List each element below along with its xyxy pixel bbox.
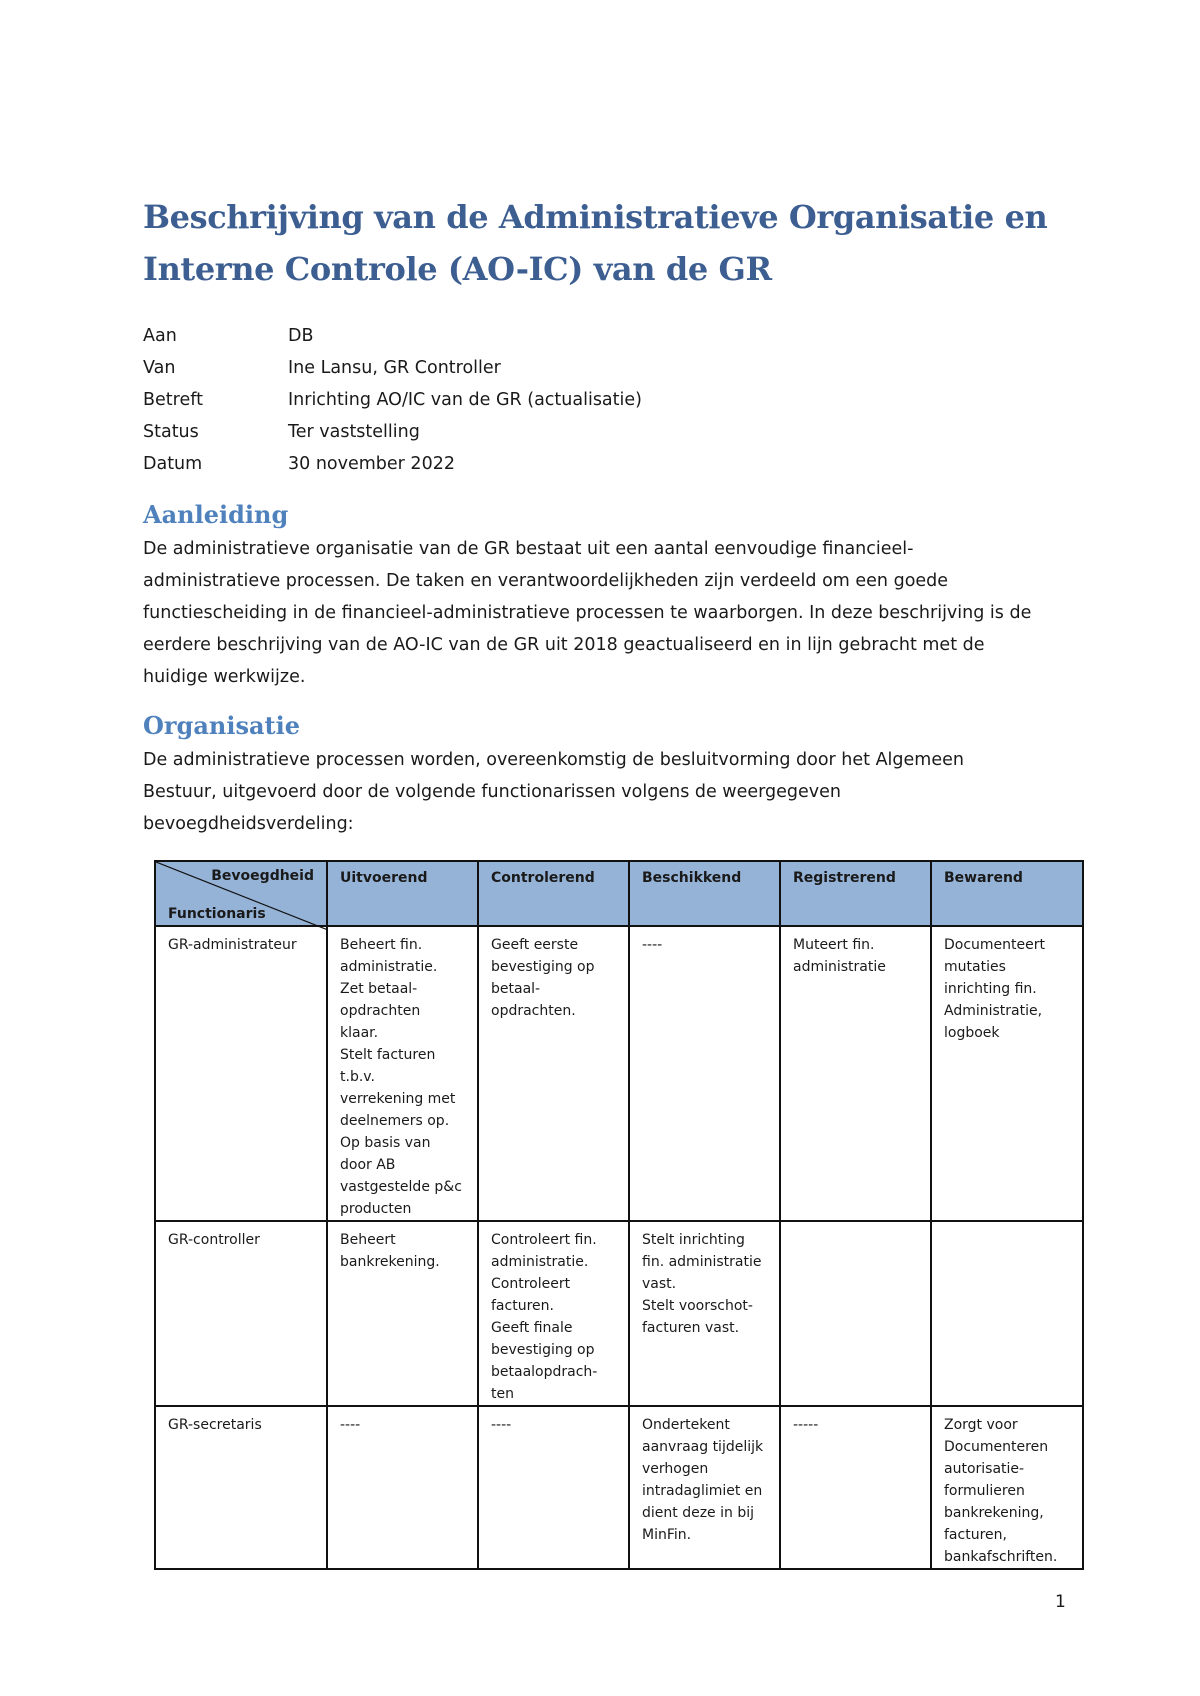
column-header: Uitvoerend [327,861,478,926]
functionaris-cell: GR-secretaris [155,1406,327,1569]
cell-line: klaar. [340,1025,379,1041]
table-cell [478,926,629,1221]
cell-line: deelnemers op. [340,1113,450,1129]
cell-line: Stelt inrichting [642,1232,745,1248]
text-line: Bestuur, uitgevoerd door de volgende functionarissen volgens de weergegeven [143,782,842,802]
page-number: 1 [1055,1592,1066,1612]
cell-line: ten [491,1386,514,1402]
functionaris-cell: GR-administrateur [155,926,327,1221]
meta-label: Van [143,358,176,378]
cell-line: ---- [340,1417,361,1433]
text-line: functiescheiding in de financieel-administratieve processen te waarborgen. In deze beschrijving is de [143,603,1032,623]
cell-line: Controleert fin. [491,1232,597,1248]
table-header-row [155,861,1083,926]
table-cell [629,926,780,1221]
text-line: bevoegdheidsverdeling: [143,814,354,834]
table-cell [780,926,931,1221]
section-heading-aanleiding: Aanleiding [143,500,289,529]
cell-line: Beheert [340,1232,396,1248]
paragraph-organisatie [143,744,1103,840]
text-line: administratieve processen. De taken en verantwoordelijkheden zijn verdeeld om een goede [143,571,949,591]
cell-line: autorisatie- [944,1461,1025,1477]
title-line: Interne Controle (AO-IC) van de GR [143,250,772,288]
cell-line: verrekening met [340,1091,456,1107]
cell-line: Beheert fin. [340,937,423,953]
table-row [155,1221,1083,1406]
cell-line: Geeft eerste [491,937,579,953]
section-heading-organisatie: Organisatie [143,711,300,740]
table-cell [327,1406,478,1569]
meta-value: 30 november 2022 [288,454,455,474]
cell-line: opdrachten [340,1003,421,1019]
table-cell [629,1221,780,1406]
cell-line: Muteert fin. [793,937,875,953]
cell-line: producten [340,1201,412,1217]
cell-line: Op basis van [340,1135,431,1151]
cell-line: verhogen [642,1461,709,1477]
cell-line: facturen. [491,1298,554,1314]
cell-line: t.b.v. [340,1069,375,1085]
corner-label-bevoegdheid: Bevoegdheid [211,868,314,884]
cell-line: administratie. [491,1254,589,1270]
table-cell [327,926,478,1221]
cell-line: betaal- [491,981,541,997]
text-line: De administratieve processen worden, overeenkomstig de besluitvorming door het Algemeen [143,750,964,770]
cell-line: facturen, [944,1527,1007,1543]
column-header: Registrerend [780,861,931,926]
cell-line: vast. [642,1276,677,1292]
cell-line: administratie. [340,959,438,975]
cell-line: ---- [491,1417,512,1433]
cell-line: bankrekening, [944,1505,1044,1521]
column-header: Beschikkend [629,861,780,926]
table-cell [478,1221,629,1406]
meta-label: Datum [143,454,203,474]
cell-line: Documenteert [944,937,1046,953]
cell-line: Geeft finale [491,1320,573,1336]
functionaris-cell: GR-controller [155,1221,327,1406]
cell-line: Documenteren [944,1439,1049,1455]
table-cell [931,1406,1083,1569]
cell-line: ---- [642,937,663,953]
text-line: eerdere beschrijving van de AO-IC van de GR uit 2018 geactualiseerd en in lijn gebracht met de [143,635,985,655]
cell-line: opdrachten. [491,1003,576,1019]
cell-line: formulieren [944,1483,1025,1499]
cell-line: bevestiging op [491,959,595,975]
table-row [155,926,1083,1221]
title-line: Beschrijving van de Administratieve Organisatie en [143,198,1048,236]
column-header: Controlerend [478,861,629,926]
table-cell [931,926,1083,1221]
cell-line: intradaglimiet en [642,1483,763,1499]
cell-line: door AB [340,1157,396,1173]
meta-value: Inrichting AO/IC van de GR (actualisatie) [288,390,642,410]
table-cell [931,1221,1083,1406]
table-row [155,1406,1083,1569]
cell-line: Administratie, [944,1003,1043,1019]
meta-label: Status [143,422,199,442]
meta-label: Aan [143,326,177,346]
text-line: De administratieve organisatie van de GR bestaat uit een aantal eenvoudige financieel- [143,539,914,559]
cell-line: mutaties [944,959,1006,975]
meta-value: Ine Lansu, GR Controller [288,358,501,378]
table-cell [780,1221,931,1406]
corner-header-cell [155,861,327,926]
cell-line: inrichting fin. [944,981,1037,997]
cell-line: ----- [793,1417,819,1433]
text-line: huidige werkwijze. [143,667,306,687]
cell-line: Stelt facturen [340,1047,436,1063]
cell-line: Zorgt voor [944,1417,1018,1433]
cell-line: Controleert [491,1276,571,1292]
cell-line: Zet betaal- [340,981,418,997]
document-title [143,191,1103,295]
column-header: Bewarend [931,861,1083,926]
cell-line: vastgestelde p&c [340,1179,462,1195]
meta-label: Betreft [143,390,203,410]
cell-line: facturen vast. [642,1320,740,1336]
cell-line: bevestiging op [491,1342,595,1358]
table-cell [780,1406,931,1569]
cell-line: Stelt voorschot- [642,1298,753,1314]
cell-line: betaalopdrach- [491,1364,598,1380]
cell-line: Ondertekent [642,1417,730,1433]
cell-line: fin. administratie [642,1254,762,1270]
table-cell [478,1406,629,1569]
paragraph-aanleiding [143,533,1103,693]
cell-line: logboek [944,1025,1000,1041]
cell-line: bankafschriften. [944,1549,1058,1565]
cell-line: administratie [793,959,886,975]
table-cell [629,1406,780,1569]
corner-label-functionaris: Functionaris [168,906,266,922]
cell-line: aanvraag tijdelijk [642,1439,764,1455]
cell-line: MinFin. [642,1527,692,1543]
meta-value: Ter vaststelling [288,422,420,442]
meta-value: DB [288,326,314,346]
table-cell [327,1221,478,1406]
authority-table [154,860,1084,1570]
cell-line: bankrekening. [340,1254,440,1270]
cell-line: dient deze in bij [642,1505,754,1521]
